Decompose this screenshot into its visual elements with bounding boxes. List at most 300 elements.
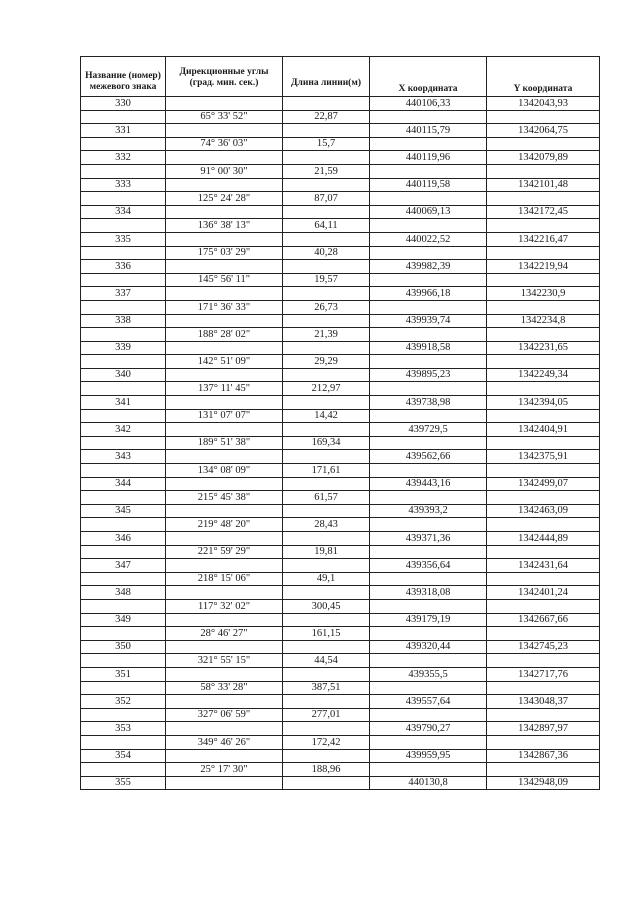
header-row (81, 57, 600, 97)
segment-direction-angle: 28° 46' 27" (166, 627, 283, 641)
segment-length: 188,96 (283, 763, 370, 777)
empty-cell (487, 328, 600, 342)
point-name: 330 (81, 97, 166, 111)
empty-cell (166, 205, 283, 219)
point-name: 351 (81, 667, 166, 681)
segment-length: 171,61 (283, 464, 370, 478)
point-x-coordinate: 439443,16 (370, 477, 487, 491)
empty-cell (166, 97, 283, 111)
empty-cell (166, 423, 283, 437)
empty-cell (81, 164, 166, 178)
point-y-coordinate: 1342745,23 (487, 640, 600, 654)
empty-cell (487, 110, 600, 124)
empty-cell (283, 232, 370, 246)
empty-cell (370, 409, 487, 423)
empty-cell (81, 654, 166, 668)
segment-direction-angle: 221° 59' 29" (166, 545, 283, 559)
point-x-coordinate: 440119,96 (370, 151, 487, 165)
empty-cell (370, 355, 487, 369)
point-row (81, 640, 600, 654)
segment-row (81, 545, 600, 559)
point-name: 347 (81, 559, 166, 573)
segment-row (81, 654, 600, 668)
empty-cell (283, 178, 370, 192)
segment-row (81, 246, 600, 260)
point-row (81, 205, 600, 219)
empty-cell (166, 232, 283, 246)
point-row (81, 613, 600, 627)
segment-length: 22,87 (283, 110, 370, 124)
point-row (81, 749, 600, 763)
point-y-coordinate: 1342948,09 (487, 776, 600, 790)
empty-cell (283, 341, 370, 355)
point-name: 340 (81, 368, 166, 382)
segment-length: 19,81 (283, 545, 370, 559)
empty-cell (166, 287, 283, 301)
segment-row (81, 599, 600, 613)
point-row (81, 97, 600, 111)
empty-cell (370, 545, 487, 559)
point-row (81, 532, 600, 546)
empty-cell (487, 219, 600, 233)
segment-row (81, 164, 600, 178)
empty-cell (283, 287, 370, 301)
empty-cell (487, 708, 600, 722)
empty-cell (283, 151, 370, 165)
empty-cell (487, 355, 600, 369)
segment-direction-angle: 91° 00' 30" (166, 164, 283, 178)
empty-cell (283, 640, 370, 654)
point-row (81, 314, 600, 328)
empty-cell (81, 545, 166, 559)
empty-cell (166, 532, 283, 546)
point-x-coordinate: 440106,33 (370, 97, 487, 111)
point-name: 332 (81, 151, 166, 165)
point-row (81, 477, 600, 491)
point-y-coordinate: 1342897,97 (487, 722, 600, 736)
empty-cell (283, 260, 370, 274)
point-y-coordinate: 1342231,65 (487, 341, 600, 355)
empty-cell (370, 192, 487, 206)
segment-length: 21,39 (283, 328, 370, 342)
empty-cell (283, 695, 370, 709)
segment-row (81, 681, 600, 695)
empty-cell (81, 627, 166, 641)
empty-cell (166, 695, 283, 709)
segment-row (81, 518, 600, 532)
empty-cell (487, 273, 600, 287)
segment-row (81, 137, 600, 151)
empty-cell (166, 667, 283, 681)
empty-cell (370, 599, 487, 613)
empty-cell (81, 355, 166, 369)
segment-length: 44,54 (283, 654, 370, 668)
point-y-coordinate: 1342234,8 (487, 314, 600, 328)
segment-direction-angle: 65° 33' 52" (166, 110, 283, 124)
empty-cell (81, 409, 166, 423)
point-x-coordinate: 439738,98 (370, 396, 487, 410)
segment-direction-angle: 125° 24' 28" (166, 192, 283, 206)
segment-length: 14,42 (283, 409, 370, 423)
segment-length: 29,29 (283, 355, 370, 369)
point-name: 341 (81, 396, 166, 410)
point-row (81, 341, 600, 355)
empty-cell (283, 368, 370, 382)
point-x-coordinate: 439562,66 (370, 450, 487, 464)
segment-length: 61,57 (283, 491, 370, 505)
point-name: 339 (81, 341, 166, 355)
point-row (81, 124, 600, 138)
empty-cell (166, 477, 283, 491)
segment-length: 21,59 (283, 164, 370, 178)
segment-length: 387,51 (283, 681, 370, 695)
segment-length: 300,45 (283, 599, 370, 613)
point-y-coordinate: 1342444,89 (487, 532, 600, 546)
empty-cell (166, 450, 283, 464)
segment-row (81, 491, 600, 505)
point-x-coordinate: 439356,64 (370, 559, 487, 573)
point-row (81, 423, 600, 437)
empty-cell (487, 436, 600, 450)
point-row (81, 151, 600, 165)
segment-direction-angle: 171° 36' 33" (166, 300, 283, 314)
empty-cell (166, 749, 283, 763)
empty-cell (487, 382, 600, 396)
empty-cell (370, 137, 487, 151)
point-x-coordinate: 440022,52 (370, 232, 487, 246)
segment-direction-angle: 327° 06' 59" (166, 708, 283, 722)
empty-cell (81, 382, 166, 396)
segment-row (81, 300, 600, 314)
empty-cell (370, 328, 487, 342)
empty-cell (487, 164, 600, 178)
segment-length: 15,7 (283, 137, 370, 151)
segment-length: 64,11 (283, 219, 370, 233)
empty-cell (81, 300, 166, 314)
empty-cell (487, 572, 600, 586)
segment-row (81, 763, 600, 777)
segment-direction-angle: 137° 11' 45" (166, 382, 283, 396)
empty-cell (283, 97, 370, 111)
point-y-coordinate: 1342172,45 (487, 205, 600, 219)
segment-length: 212,97 (283, 382, 370, 396)
empty-cell (81, 708, 166, 722)
empty-cell (166, 586, 283, 600)
point-row (81, 667, 600, 681)
empty-cell (166, 368, 283, 382)
header-y-coordinate: Y координата (487, 57, 600, 97)
point-x-coordinate: 439790,27 (370, 722, 487, 736)
point-y-coordinate: 1342219,94 (487, 260, 600, 274)
empty-cell (283, 776, 370, 790)
empty-cell (370, 518, 487, 532)
point-x-coordinate: 439179,19 (370, 613, 487, 627)
segment-row (81, 572, 600, 586)
point-y-coordinate: 1342394,05 (487, 396, 600, 410)
point-x-coordinate: 439895,23 (370, 368, 487, 382)
empty-cell (370, 572, 487, 586)
point-y-coordinate: 1342043,93 (487, 97, 600, 111)
empty-cell (487, 137, 600, 151)
empty-cell (487, 627, 600, 641)
segment-direction-angle: 131° 07' 07" (166, 409, 283, 423)
header-direction-angle: Дирекционные углы (град. мин. сек.) (166, 57, 283, 97)
segment-length: 40,28 (283, 246, 370, 260)
empty-cell (166, 151, 283, 165)
empty-cell (370, 464, 487, 478)
segment-direction-angle: 175° 03' 29" (166, 246, 283, 260)
point-y-coordinate: 1342064,75 (487, 124, 600, 138)
coordinates-table (80, 56, 600, 790)
empty-cell (487, 464, 600, 478)
point-x-coordinate: 439371,36 (370, 532, 487, 546)
empty-cell (81, 137, 166, 151)
point-name: 331 (81, 124, 166, 138)
empty-cell (370, 300, 487, 314)
empty-cell (370, 110, 487, 124)
empty-cell (283, 613, 370, 627)
empty-cell (81, 599, 166, 613)
segment-row (81, 192, 600, 206)
empty-cell (487, 246, 600, 260)
empty-cell (166, 613, 283, 627)
empty-cell (81, 219, 166, 233)
empty-cell (166, 178, 283, 192)
point-row (81, 695, 600, 709)
point-y-coordinate: 1342404,91 (487, 423, 600, 437)
point-x-coordinate: 440069,13 (370, 205, 487, 219)
segment-direction-angle: 142° 51' 09" (166, 355, 283, 369)
empty-cell (487, 491, 600, 505)
point-x-coordinate: 440115,79 (370, 124, 487, 138)
segment-direction-angle: 218° 15' 06" (166, 572, 283, 586)
empty-cell (166, 124, 283, 138)
point-x-coordinate: 439557,64 (370, 695, 487, 709)
segment-direction-angle: 117° 32' 02" (166, 599, 283, 613)
segment-length: 19,57 (283, 273, 370, 287)
segment-length: 169,34 (283, 436, 370, 450)
point-name: 344 (81, 477, 166, 491)
empty-cell (487, 518, 600, 532)
empty-cell (370, 436, 487, 450)
point-y-coordinate: 1342867,36 (487, 749, 600, 763)
point-name: 353 (81, 722, 166, 736)
segment-row (81, 219, 600, 233)
point-name: 334 (81, 205, 166, 219)
segment-row (81, 735, 600, 749)
empty-cell (81, 763, 166, 777)
point-name: 349 (81, 613, 166, 627)
point-y-coordinate: 1343048,37 (487, 695, 600, 709)
point-row (81, 260, 600, 274)
point-name: 352 (81, 695, 166, 709)
segment-length: 172,42 (283, 735, 370, 749)
point-y-coordinate: 1342431,64 (487, 559, 600, 573)
segment-direction-angle: 189° 51' 38" (166, 436, 283, 450)
point-x-coordinate: 439959,95 (370, 749, 487, 763)
point-name: 343 (81, 450, 166, 464)
point-name: 350 (81, 640, 166, 654)
point-x-coordinate: 439318,08 (370, 586, 487, 600)
segment-direction-angle: 145° 56' 11" (166, 273, 283, 287)
empty-cell (283, 667, 370, 681)
empty-cell (81, 681, 166, 695)
point-row (81, 178, 600, 192)
empty-cell (81, 246, 166, 260)
empty-cell (283, 532, 370, 546)
empty-cell (166, 722, 283, 736)
empty-cell (283, 124, 370, 138)
point-y-coordinate: 1342101,48 (487, 178, 600, 192)
point-name: 333 (81, 178, 166, 192)
point-row (81, 559, 600, 573)
empty-cell (283, 396, 370, 410)
empty-cell (283, 722, 370, 736)
segment-direction-angle: 321° 55' 15" (166, 654, 283, 668)
segment-row (81, 464, 600, 478)
segment-row (81, 627, 600, 641)
empty-cell (370, 708, 487, 722)
segment-direction-angle: 215° 45' 38" (166, 491, 283, 505)
empty-cell (487, 192, 600, 206)
point-x-coordinate: 439729,5 (370, 423, 487, 437)
segment-row (81, 382, 600, 396)
point-x-coordinate: 439355,5 (370, 667, 487, 681)
point-row (81, 504, 600, 518)
empty-cell (81, 328, 166, 342)
point-row (81, 586, 600, 600)
segment-length: 277,01 (283, 708, 370, 722)
segment-direction-angle: 219° 48' 20" (166, 518, 283, 532)
empty-cell (487, 654, 600, 668)
empty-cell (370, 491, 487, 505)
empty-cell (487, 300, 600, 314)
empty-cell (487, 599, 600, 613)
point-x-coordinate: 439320,44 (370, 640, 487, 654)
empty-cell (283, 586, 370, 600)
point-name: 335 (81, 232, 166, 246)
empty-cell (166, 776, 283, 790)
empty-cell (166, 396, 283, 410)
table-body (81, 97, 600, 790)
segment-length: 28,43 (283, 518, 370, 532)
empty-cell (370, 627, 487, 641)
empty-cell (370, 219, 487, 233)
empty-cell (166, 341, 283, 355)
point-y-coordinate: 1342463,09 (487, 504, 600, 518)
point-x-coordinate: 439982,39 (370, 260, 487, 274)
empty-cell (370, 246, 487, 260)
segment-length: 49,1 (283, 572, 370, 586)
empty-cell (81, 464, 166, 478)
point-name: 345 (81, 504, 166, 518)
point-y-coordinate: 1342230,9 (487, 287, 600, 301)
segment-direction-angle: 134° 08' 09" (166, 464, 283, 478)
segment-length: 161,15 (283, 627, 370, 641)
segment-row (81, 328, 600, 342)
point-name: 337 (81, 287, 166, 301)
segment-direction-angle: 74° 36' 03" (166, 137, 283, 151)
segment-row (81, 273, 600, 287)
empty-cell (487, 735, 600, 749)
point-name: 338 (81, 314, 166, 328)
segment-direction-angle: 136° 38' 13" (166, 219, 283, 233)
empty-cell (283, 205, 370, 219)
header-x-coordinate: X координата (370, 57, 487, 97)
empty-cell (283, 450, 370, 464)
empty-cell (487, 409, 600, 423)
point-row (81, 368, 600, 382)
empty-cell (283, 504, 370, 518)
point-x-coordinate: 440130,8 (370, 776, 487, 790)
point-y-coordinate: 1342401,24 (487, 586, 600, 600)
empty-cell (81, 273, 166, 287)
segment-row (81, 110, 600, 124)
empty-cell (81, 735, 166, 749)
point-row (81, 776, 600, 790)
point-row (81, 287, 600, 301)
point-x-coordinate: 439939,74 (370, 314, 487, 328)
segment-row (81, 708, 600, 722)
empty-cell (370, 763, 487, 777)
point-row (81, 450, 600, 464)
empty-cell (370, 382, 487, 396)
point-row (81, 396, 600, 410)
header-line-length: Длина линии(м) (283, 57, 370, 97)
point-y-coordinate: 1342375,91 (487, 450, 600, 464)
header-point-name: Название (номер) межевого знака (81, 57, 166, 97)
empty-cell (283, 749, 370, 763)
segment-row (81, 355, 600, 369)
segment-direction-angle: 58° 33' 28" (166, 681, 283, 695)
segment-direction-angle: 25° 17' 30" (166, 763, 283, 777)
segment-row (81, 409, 600, 423)
empty-cell (81, 436, 166, 450)
segment-row (81, 436, 600, 450)
point-y-coordinate: 1342216,47 (487, 232, 600, 246)
empty-cell (166, 504, 283, 518)
empty-cell (370, 654, 487, 668)
empty-cell (487, 763, 600, 777)
empty-cell (283, 314, 370, 328)
point-row (81, 722, 600, 736)
empty-cell (81, 572, 166, 586)
segment-length: 26,73 (283, 300, 370, 314)
point-row (81, 232, 600, 246)
empty-cell (487, 681, 600, 695)
empty-cell (166, 260, 283, 274)
point-name: 355 (81, 776, 166, 790)
empty-cell (283, 477, 370, 491)
point-x-coordinate: 440119,58 (370, 178, 487, 192)
empty-cell (370, 681, 487, 695)
point-y-coordinate: 1342667,66 (487, 613, 600, 627)
empty-cell (166, 314, 283, 328)
empty-cell (283, 559, 370, 573)
empty-cell (283, 423, 370, 437)
point-y-coordinate: 1342249,34 (487, 368, 600, 382)
empty-cell (370, 273, 487, 287)
segment-direction-angle: 188° 28' 02" (166, 328, 283, 342)
empty-cell (487, 545, 600, 559)
point-y-coordinate: 1342079,89 (487, 151, 600, 165)
point-name: 354 (81, 749, 166, 763)
empty-cell (81, 518, 166, 532)
point-y-coordinate: 1342499,07 (487, 477, 600, 491)
segment-direction-angle: 349° 46' 26" (166, 735, 283, 749)
empty-cell (370, 735, 487, 749)
empty-cell (81, 192, 166, 206)
